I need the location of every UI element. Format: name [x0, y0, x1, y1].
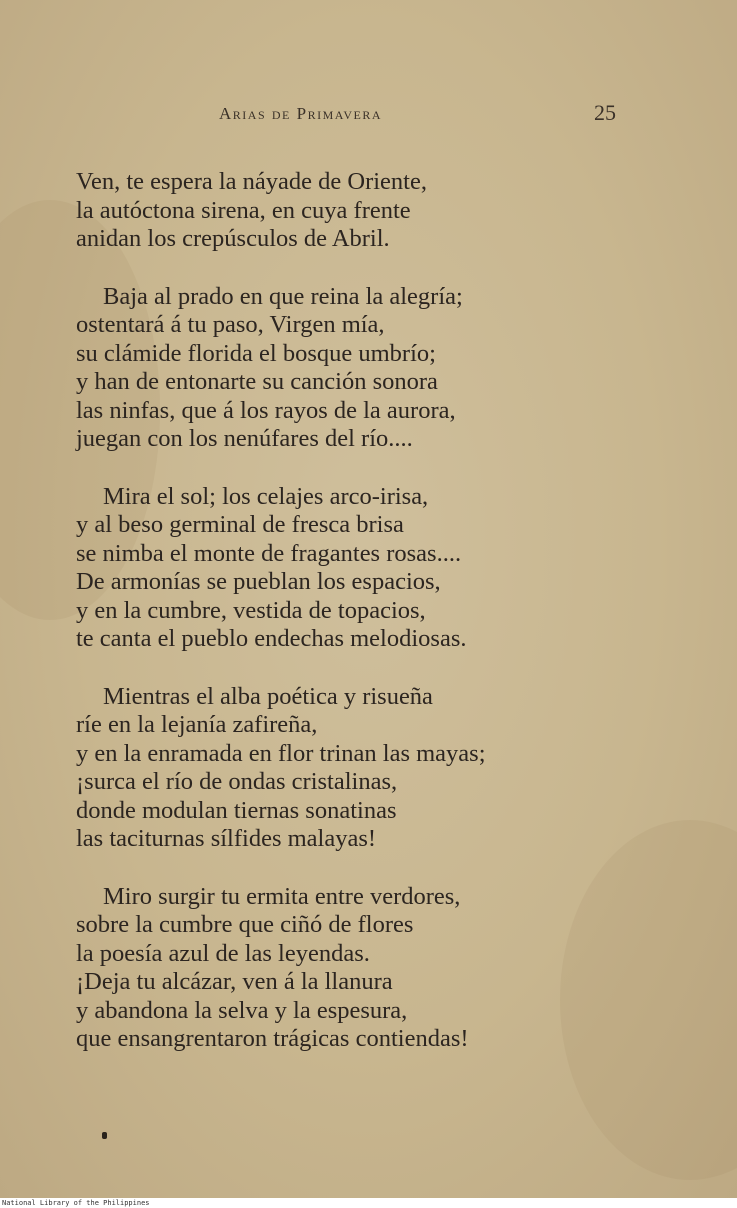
poem-line: que ensangrentaron trágicas contiendas! — [76, 1025, 469, 1052]
poem-stanza — [76, 283, 716, 454]
poem-line: las ninfas, que á los rayos de la aurora, — [76, 396, 456, 424]
poem-line: y en la enramada en flor trinan las mayas; — [76, 739, 486, 767]
poem-line: sobre la cumbre que ciñó de flores — [76, 911, 414, 938]
poem-line: Baja al prado en que reina la alegría; — [103, 282, 463, 310]
ink-mark — [102, 1132, 107, 1139]
poem-line: se nimba el monte de fragantes rosas.... — [76, 539, 462, 567]
poem-stanza — [76, 483, 716, 654]
poem-line: ríe en la lejanía zafireña, — [76, 711, 318, 738]
page-header — [0, 100, 737, 132]
poem-line: y abandona la selva y la espesura, — [76, 996, 408, 1024]
running-title: Arias de Primavera — [219, 104, 383, 123]
poem-line: ¡Deja tu alcázar, ven á la llanura — [76, 968, 393, 995]
poem-line: Mira el sol; los celajes arco-irisa, — [103, 482, 429, 510]
poem-line: Mientras el alba poética y risueña — [103, 682, 433, 710]
poem-line: De armonías se pueblan los espacios, — [76, 568, 441, 595]
poem-stanza — [76, 168, 716, 254]
poem-line: las taciturnas sílfides malayas! — [76, 825, 377, 852]
poem-body — [76, 168, 716, 1083]
poem-line: Ven, te espera la náyade de Oriente, — [76, 168, 427, 195]
poem-stanza — [76, 883, 716, 1054]
poem-line: te canta el pueblo endechas melodiosas. — [76, 625, 467, 652]
poem-line: juegan con los nenúfares del río.... — [76, 425, 413, 452]
scan-footer — [0, 1198, 737, 1208]
poem-line: y en la cumbre, vestida de topacios, — [76, 596, 426, 624]
page-number: 25 — [594, 100, 616, 125]
poem-line: donde modulan tiernas sonatinas — [76, 796, 397, 824]
poem-line: y al beso germinal de fresca brisa — [76, 511, 404, 538]
poem-line: su clámide florida el bosque umbrío; — [76, 339, 436, 367]
poem-line: anidan los crepúsculos de Abril. — [76, 225, 390, 252]
poem-line: la autóctona sirena, en cuya frente — [76, 196, 411, 224]
poem-line: Miro surgir tu ermita entre verdores, — [103, 882, 461, 910]
poem-line: la poesía azul de las leyendas. — [76, 939, 370, 967]
poem-line: ostentará á tu paso, Virgen mía, — [76, 311, 385, 338]
poem-line: y han de entonarte su canción sonora — [76, 368, 438, 395]
poem-stanza — [76, 683, 716, 854]
poem-line: ¡surca el río de ondas cristalinas, — [76, 768, 398, 795]
library-watermark: National Library of the Philippines — [2, 1199, 150, 1207]
